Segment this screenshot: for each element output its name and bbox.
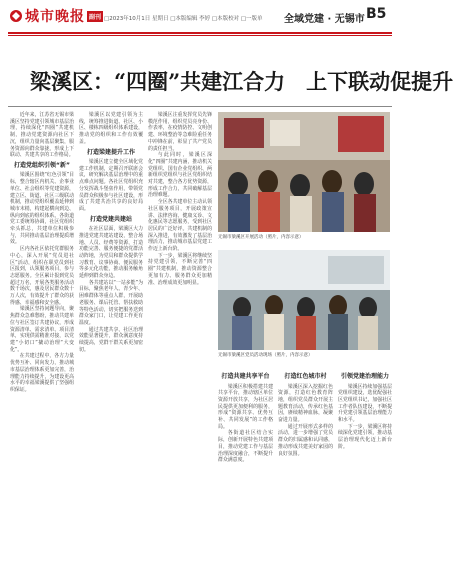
paragraph: 各街道社区结合实际，创新开展特色共建项目，推动党建工作与基层治理深度融合，不断提升群众满意度。 (218, 430, 273, 464)
paragraph: 下一步，梁溪区将继续坚持党建引领，不断完善“四圈”共建机制，推动资源整合更加有力、服务群众更加精准、治理成效更加明显。 (148, 252, 212, 286)
paragraph: 通过共建共享，社区治理效能显著提升，群众满意度持续提高，党群干群关系更加密切。 (79, 326, 143, 353)
subheading-4: 打造共建共享平台 (221, 373, 270, 380)
text-column-1 (10, 112, 74, 562)
headline-divider (8, 106, 392, 107)
header-rule (8, 32, 392, 34)
paragraph: 全区各共建单位主动认领社区服务项目，开展政策宣讲、法律咨询、健康义诊、文化惠民等志愿服务，受到社区居民的广泛好评。共建机制的深入推进，有效激发了基层治理活力，推动城市基层党建工作迈上新台阶。 (148, 199, 212, 253)
photo-image (218, 250, 390, 350)
photo-caption-1: 无锡市梁溪区开展活动（照片，内容示意） (218, 235, 304, 240)
subheading-6: 引领党建治理能力 (340, 373, 389, 380)
section-label: 全域党建 · 无锡市 (284, 14, 365, 25)
paragraph: 近年来，江苏省无锡市梁溪区坚持党建引领城市基层治理，持续深化“四圈”共建机制，推动党建资源向社区下沉，组织力量向基层聚集，服务资源向群众靠拢，形成上下联动、共建共享的工作格局。 (10, 112, 74, 159)
text-column-6 (338, 370, 392, 562)
header-rule-thin (8, 35, 392, 36)
paragraph: 梁溪区深入挖掘红色资源，打造红色教育阵地，组织党员群众开展主题教育活动，传承红色基因，赓续精神血脉，凝聚奋进力量。 (278, 383, 333, 424)
paragraph: 梁溪区注重发挥党员先锋模范作用，组织党员亮身份、作表率，在疫情防控、文明创建、环境整治等急难险重任务中冲锋在前，彰显了共产党员的责任担当。 (148, 112, 212, 152)
subheading-5: 打造红色城市村 (284, 373, 327, 380)
paragraph: 梁溪区持续加强基层党组织建设，选优配强社区党组织书记，加强社区工作者队伍建设，不断提升党建引领基层治理能力和水平。 (338, 383, 392, 424)
subheading-3: 打造党建共建站 (89, 215, 132, 223)
text-column-4 (218, 370, 273, 562)
paragraph: 梁溪区积极搭建共建共享平台，推动辖区单位资源开放共享，为社区居民提供更加便利的服务，形成“资源共享、优势互补、共同发展”的工作格局。 (218, 383, 273, 430)
paragraph: 下一步，梁溪区将持续深化党建引领，推动基层治理现代化迈上新台阶。 (338, 423, 392, 450)
text-column-5 (278, 370, 333, 562)
article-headline: 梁溪区：“四圈”共建江合力 上下联动促提升 (30, 69, 453, 94)
news-photo-2 (218, 250, 390, 350)
page-number: B5 (366, 6, 387, 22)
page-header (0, 0, 400, 33)
masthead-logo (9, 6, 103, 26)
logo-icon (9, 9, 23, 23)
paragraph: 梁溪区建立健全区域化党建工作机制，定期召开联席会议，研究解决基层治理中的重点难点问题。各社区党组织充分发挥战斗堡垒作用，带领党员群众积极参与社区建设，形成了共建共治共享的良好局面。 (79, 159, 143, 212)
dateline: □2023年10月1日 星期日 □本版编辑 李婷 □本版校对 □一版单 (104, 16, 263, 22)
photo-image (218, 112, 390, 232)
paragraph: 通过开展形式多样的活动，进一步增强了党员群众的归属感和认同感，推动形成共建美好家园的良好氛围。 (278, 423, 333, 457)
news-photo-1 (218, 112, 390, 232)
subheading-2: 打造梁建提升工作 (86, 148, 135, 156)
photo-caption-2: 无锡市梁溪区党员活动现场（照片，内容示意） (218, 353, 313, 358)
paragraph: 与此同时，梁溪区深化“四圈”共建内涵，推动机关党组织、国有企业党组织、两新组织党组织与社区党组织结对共建，整合各方优势资源，形成工作合力，共同破解基层治理难题。 (148, 152, 212, 199)
text-column-2 (79, 112, 143, 562)
paragraph: 梁溪区以党建引领为主线，统筹推进街道、社区、小区、楼栋四级组织体系建设，推动党的组织和工作有效覆盖。 (79, 112, 143, 145)
masthead-title: 城市晚报 (25, 9, 85, 25)
text-column-3 (148, 112, 212, 562)
paragraph: 梁溪区坚持问题导向，聚焦群众急难愁盼，推动共建单位与社区签订共建协议，形成资源清单、需求清单、项目清单，实现供需精准对接，以党建“小切口”撬动治理“大变化”。 (10, 306, 74, 353)
subheading-1: 打造党组织引领“新” (14, 161, 70, 169)
paragraph: 各共建站以“一站多能”为目标，聚焦老年人、青少年、困难群体等重点人群，开展助老服务、课后托管、帮扶救助等特色活动，切实把服务送到群众家门口，让党建工作更有温度。 (79, 279, 143, 326)
paragraph: 在共建过程中，各方力量优势互补、同向发力，推动城市基层治理体系更加完善，治理能力持续提升，为建设更高水平的幸福梁溪提供了坚强组织保证。 (10, 353, 74, 393)
paragraph: 区内各社区依托党群服务中心，深入开展“党员进社区”活动，组织在职党员到社区报到，认领服务项目，参与志愿服务。全区累计报到党员超过万名，开展各类服务活动数千场次，惠及居民群众数十万人次，有效提升了群众的获得感、幸福感和安全感。 (10, 246, 74, 306)
paragraph: 梁溪区围绕“红色引领”目标，整合辖区内机关、企事业单位、社会组织等党建资源，建立区、街道、社区三级联动机制，推动党组织覆盖延伸到城市末梢，构建起横向到边、纵向到底的组织体系。各街道党工委统筹协调，社区党组织牵头抓总，共建单位积极参与，共同推动基层治理提质增效。 (10, 172, 74, 246)
edition-badge: 副刊 (87, 11, 103, 22)
paragraph: 在社区层面，梁溪区大力推进党建共建站建设，整合场地、人员、经费等资源，打造功能完善、服务便捷的党群活动阵地，为党员和群众提供学习教育、议事协商、便民服务等多元化功能，推动服务触角延伸到群众身边。 (79, 226, 143, 280)
